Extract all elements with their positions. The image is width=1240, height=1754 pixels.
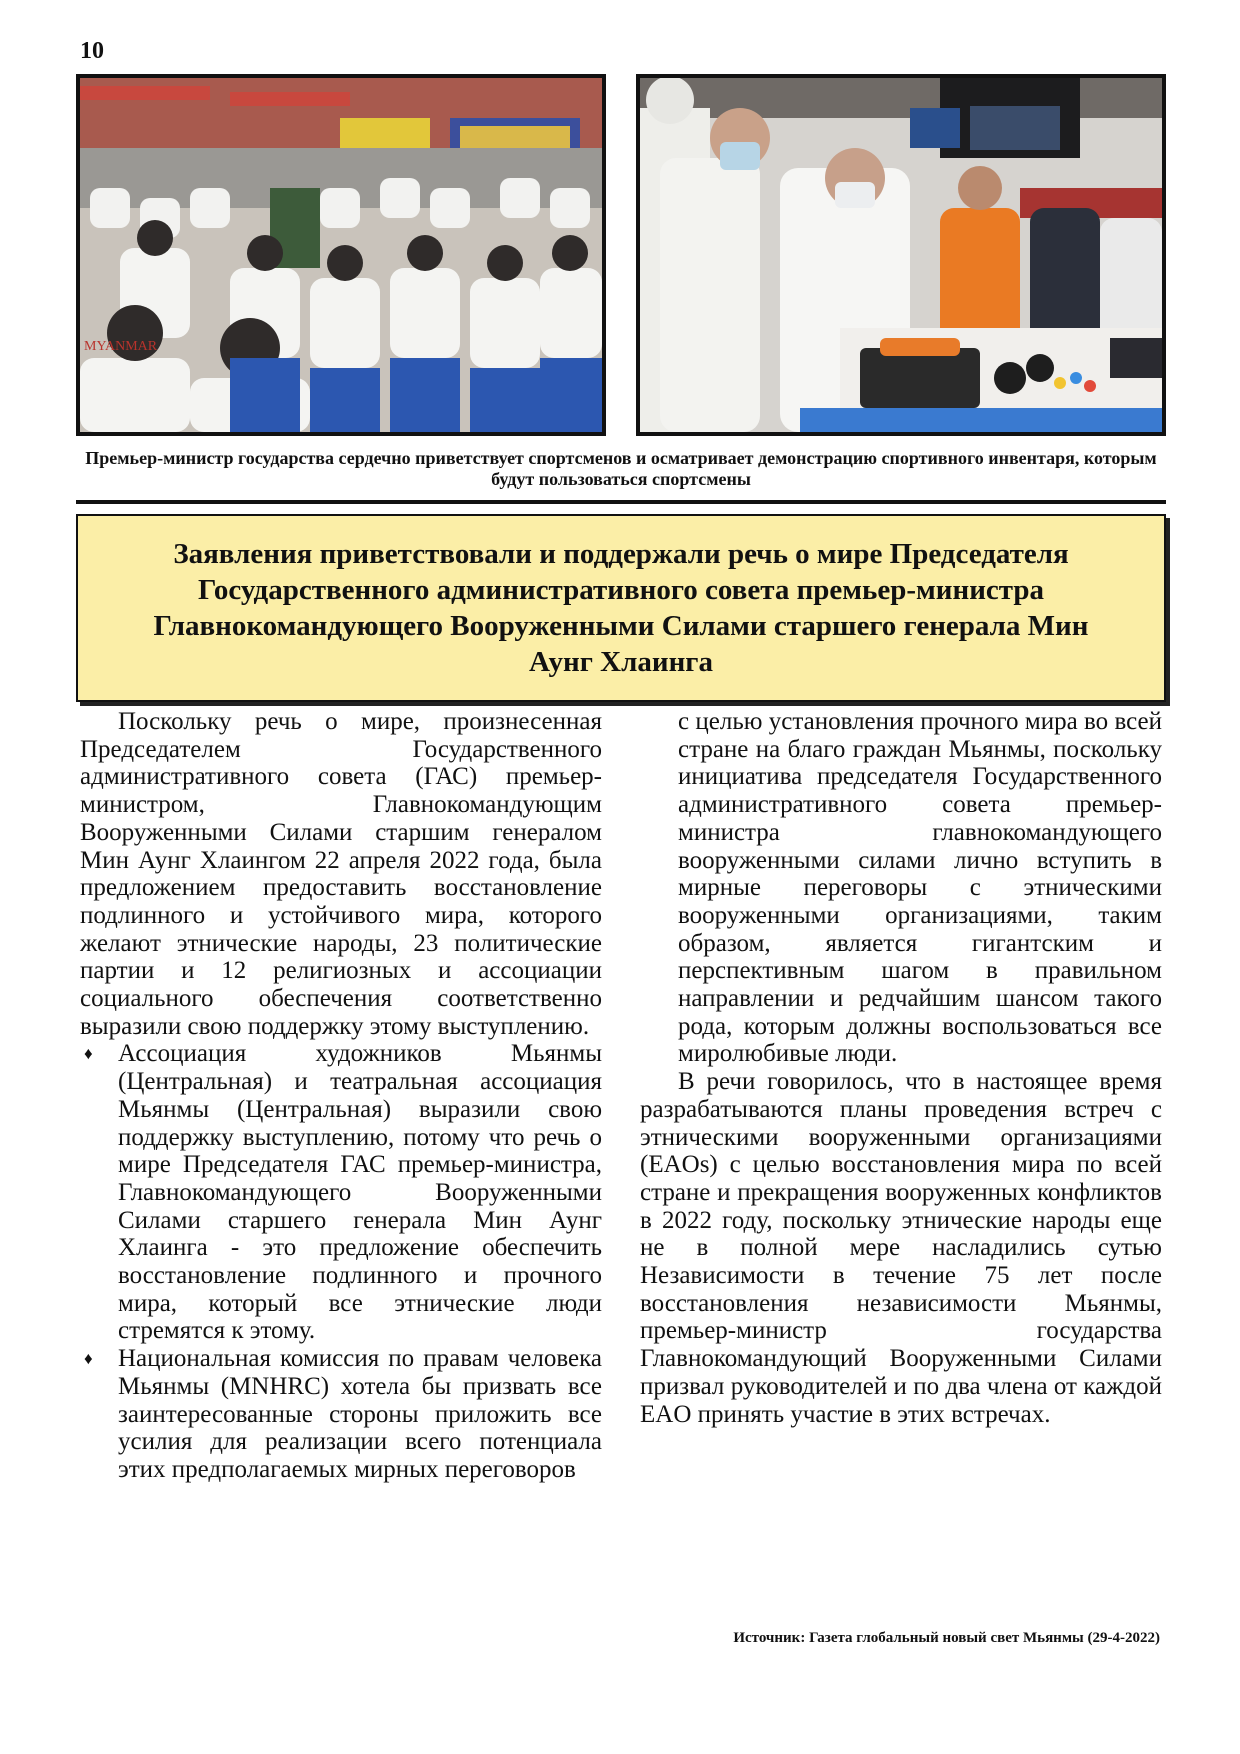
article-column-left — [80, 708, 602, 1484]
page-number: 10 — [80, 38, 104, 64]
article-column-right — [640, 708, 1162, 1428]
divider-rule — [76, 500, 1166, 504]
article-headline: Заявления приветствовали и поддержали речь о мире Председателя Государственного административного совета премьер-министра Главнокомандующего Вооруженными Силами старшего генерала Мин Аунг Хлаинга — [153, 538, 1089, 678]
bullet-continuation: с целью установления прочного мира во всей стране на благо граждан Мьянмы, поскольку инициатива председателя Государственного административного совета премьер-министра главнокомандующего вооруженными силами лично вступить в мирные переговоры с этническими вооруженными организациями, таким образом, является гигантским и перспективным шагом в правильном направлении и редчайшим шансом такого рода, которым должны воспользоваться все миролюбивые люди. — [678, 708, 1162, 1068]
bullet-text: Национальная комиссия по правам человека Мьянмы (MNHRC) хотела бы призвать все заинтересованные стороны приложить все усилия для реализации всего потенциала этих предполагаемых мирных переговоров — [118, 1345, 602, 1483]
headline-box — [76, 514, 1166, 702]
photo-caption: Премьер-министр государства сердечно приветствует спортсменов и осматривает демонстрацию спортивного инвентаря, которым будут пользоваться спортсмены — [85, 448, 1157, 489]
article-intro: Поскольку речь о мире, произнесенная Председателем Государственного административного совета (ГАС) премьер-министром, Главнокомандующим Вооруженными Силами старшим генералом Мин Аунг Хлаингом 22 апреля 2022 года, была предложением предоставить восстановление подлинного и устойчивого мира, которого желают этнические народы, 23 политические партии и 12 религиозных и ассоциации социального обеспечения соответственно выразили свою поддержку этому выступлению. — [80, 708, 602, 1040]
source-credit: Источник: Газета глобальный новый свет Мьянмы (29-4-2022) — [733, 1630, 1160, 1646]
diamond-bullet-icon: ♦ — [84, 1349, 93, 1369]
photo-equipment-inspection — [636, 74, 1166, 436]
photo-athletes-greeting — [76, 74, 606, 436]
article-closing: В речи говорилось, что в настоящее время разрабатываются планы проведения встреч с этническими вооруженными организациями (EAOs) с целью восстановления мира по всей стране и прекращения вооруженных конфликтов в 2022 году, поскольку этнические народы еще не в полной мере насладились сутью Независимости в течение 75 лет после восстановления независимости Мьянмы, премьер-министр государства Главнокомандующий Вооруженными Силами призвал руководителей и по два члена от каждой EAO принять участие в этих встречах. — [640, 1068, 1162, 1428]
list-item — [80, 1040, 602, 1345]
bullet-text: Ассоциация художников Мьянмы (Центральная) и театральная ассоциация Мьянмы (Центральная) выразили свою поддержку выступлению, потому что речь о мире Председателя ГАС премьер-министра, Главнокомандующего Вооруженными Силами старшего генерала Мин Аунг Хлаинга - это предложение обеспечить восстановление подлинного и прочного мира, который все этнические люди стремятся к этому. — [118, 1040, 602, 1345]
diamond-bullet-icon: ♦ — [84, 1044, 93, 1064]
list-item — [80, 1345, 602, 1484]
statement-list — [80, 1040, 602, 1483]
jersey-text: MYANMAR — [84, 339, 158, 354]
